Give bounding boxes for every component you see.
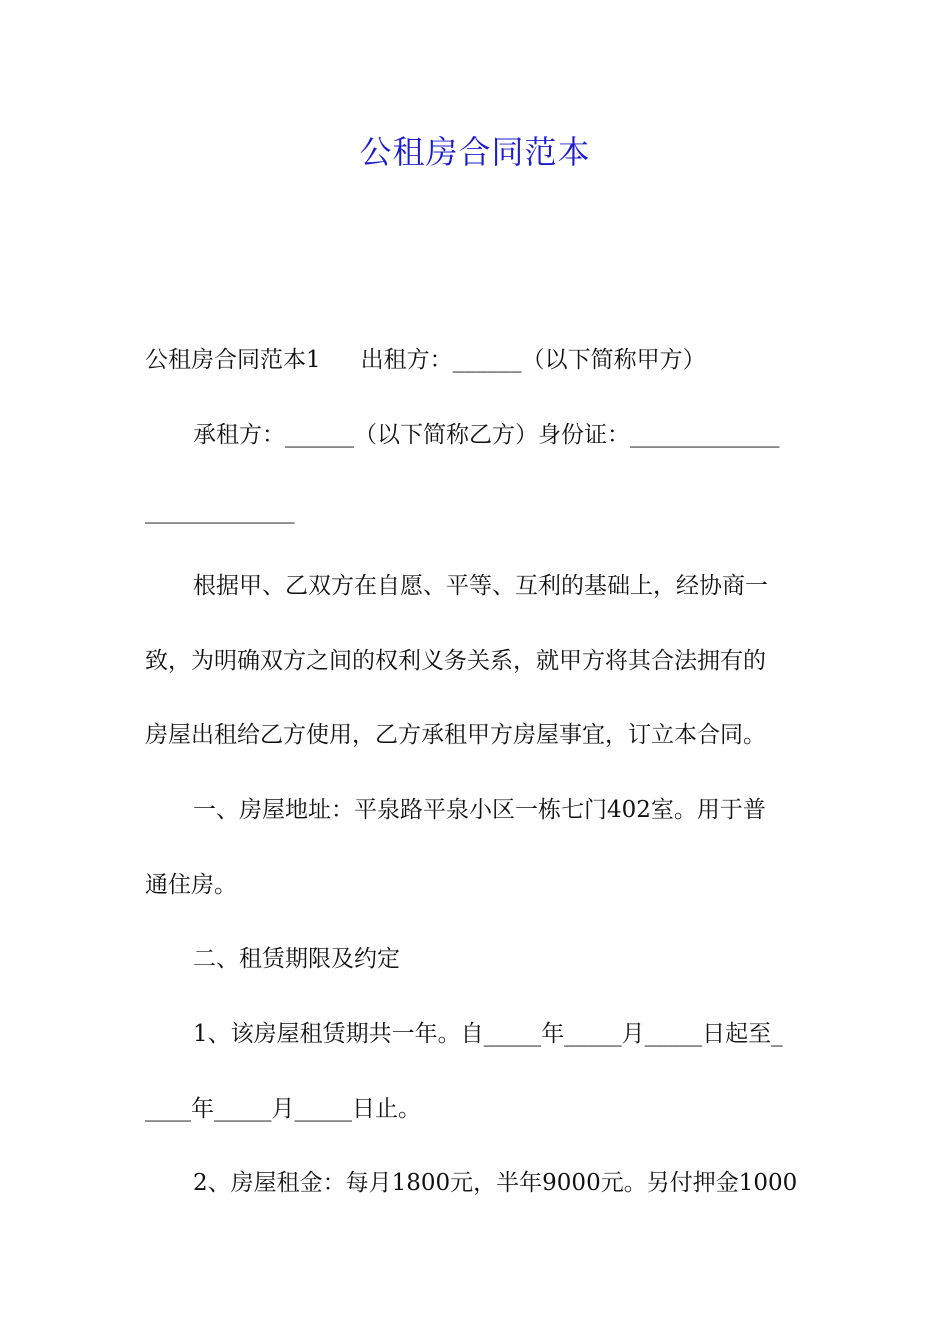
id-continuation-line: _____________: [145, 498, 295, 524]
lessee-line: 承租方：______（以下简称乙方）身份证：_____________: [193, 422, 780, 448]
clause-1-address-line-1: 一、房屋地址：平泉路平泉小区一栋七门402室。用于普: [193, 797, 766, 823]
term-line-2: ____年_____月_____日止。: [145, 1096, 421, 1122]
document-title: 公租房合同范本: [359, 133, 591, 171]
preamble-line-1: 根据甲、乙双方在自愿、平等、互利的基础上，经协商一: [193, 573, 768, 599]
clause-2-heading: 二、租赁期限及约定: [193, 946, 400, 972]
term-line-1: 1、该房屋租赁期共一年。自_____年_____月_____日起至_: [193, 1021, 783, 1047]
rent-line: 2、房屋租金：每月1800元，半年9000元。另付押金1000: [193, 1170, 798, 1196]
preamble-line-3: 房屋出租给乙方使用，乙方承租甲方房屋事宜，订立本合同。: [145, 722, 766, 748]
clause-1-address-line-2: 通住房。: [145, 872, 237, 898]
lessor-line: 出租方：______（以下简称甲方）: [360, 347, 706, 373]
preamble-line-2: 致，为明确双方之间的权利义务关系，就甲方将其合法拥有的: [145, 648, 766, 674]
contract-heading-line: [145, 343, 815, 377]
contract-subtitle: 公租房合同范本1: [145, 347, 321, 373]
